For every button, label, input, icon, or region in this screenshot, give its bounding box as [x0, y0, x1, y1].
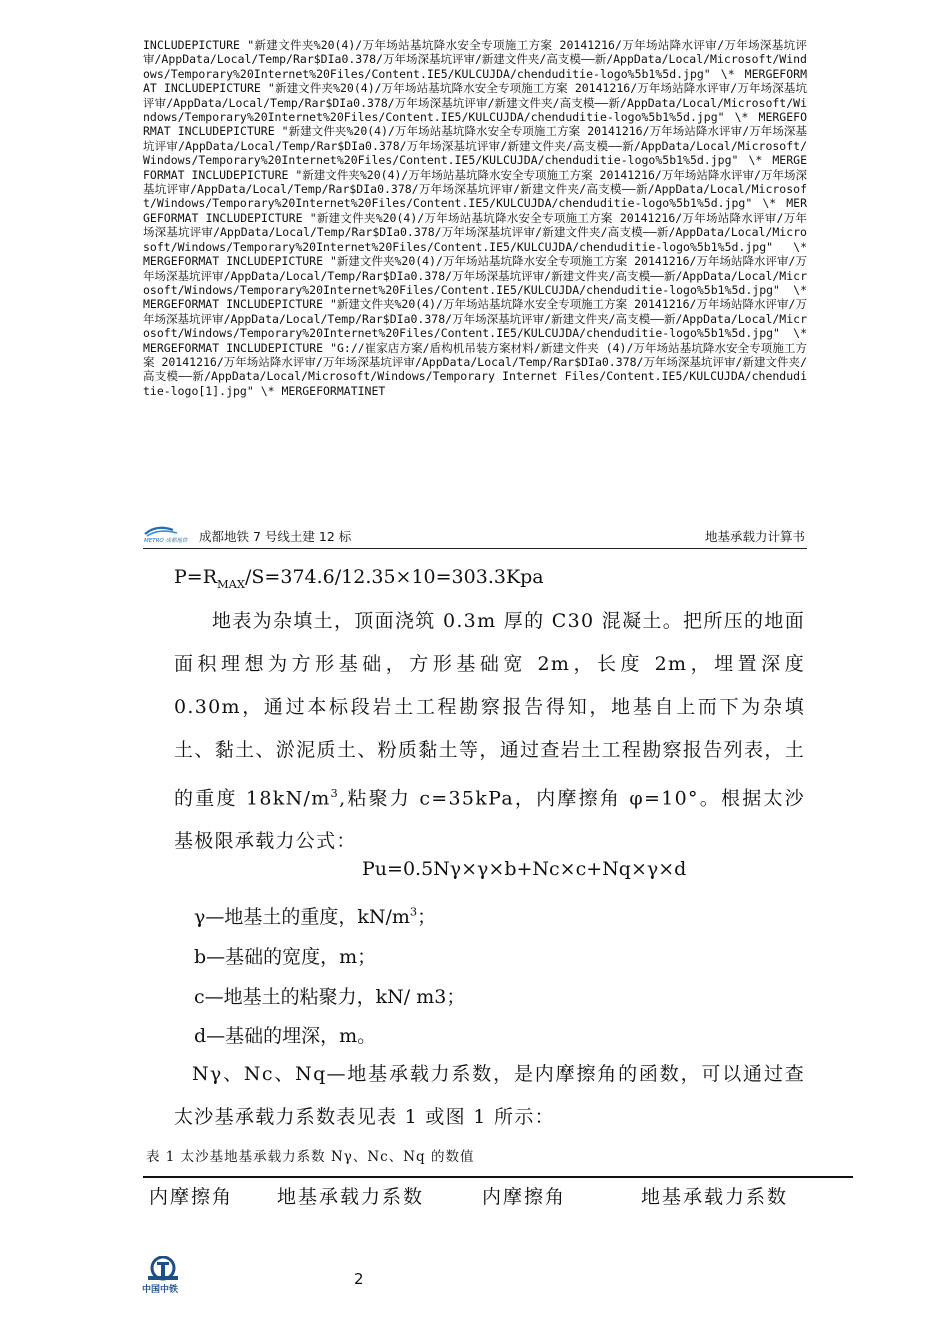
definition-c: c—地基土的粘聚力，kN/ m3；: [194, 986, 466, 1008]
pressure-formula: $P=R_{MAX}/S=374.6/12.35\times 10=303.3Kpa$: [174, 566, 544, 591]
table-header-coefficient-1: 地基承载力系数: [277, 1186, 425, 1208]
table-header-coefficient-2: 地基承载力系数: [641, 1186, 789, 1208]
definition-b: b—基础的宽度，m；: [194, 946, 377, 968]
definition-d: d—基础的埋深，m。: [194, 1025, 377, 1047]
terzaghi-formula: Pu=0.5Nγ×γ×b+Nc×c+Nq×γ×d: [362, 858, 687, 880]
table-header-friction-angle-1: 内摩擦角: [149, 1186, 234, 1208]
crcc-logo-label: 中国中铁: [142, 1285, 179, 1295]
svg-text:METRO 成都地铁: METRO 成都地铁: [144, 538, 188, 544]
field-code-text: INCLUDEPICTURE "新建文件夹%20(4)/万年场站基坑降水安全专项施工方案 20141216/万年场站降水评审/万年场深基坑评审/AppData/Local/Temp/Rar$DIa0.378/万年场深基坑评审/新建文件夹/高支模——新/AppData/Local/Microsoft/Windows/Temporary%20Internet%20Files/Content.IE5/KULCUJDA/chenduditie-logo%5b1%5d.jpg" \* MERGEFORMAT INCLUDEPICTURE "新建文件夹%20(4)/万年场站基坑降水安全专项施工方案 20141216/万年场站降水评审/万年场深基坑评审/AppData/Local/Temp/Rar$DIa0.378/万年场深基坑评审/新建文件夹/高支模——新/AppData/Local/Microsoft/Windows/Temporary%20Internet%20Files/Content.IE5/KULCUJDA/chenduditie-logo%5b1%5d.jpg" \* MERGEFORMAT INCLUDEPICTURE "新建文件夹%20(4)/万年场站基坑降水安全专项施工方案 20141216/万年场站降水评审/万年场深基坑评审/AppData/Local/Temp/Rar$DIa0.378/万年场深基坑评审/新建文件夹/高支模——新/AppData/Local/Microsoft/Windows/Temporary%20Internet%20Files/Content.IE5/KULCUJDA/chenduditie-logo%5b1%5d.jpg" \* MERGEFORMAT INCLUDEPICTURE "新建文件夹%20(4)/万年场站基坑降水安全专项施工方案 20141216/万年场站降水评审/万年场深基坑评审/AppData/Local/Temp/Rar$DIa0.378/万年场深基坑评审/新建文件夹/高支模——新/AppData/Local/Microsoft/Windows/Temporary%20Internet%20Files/Content.IE5/KULCUJDA/chenduditie-logo%5b1%5d.jpg" \* MERGEFORMAT INCLUDEPICTURE "新建文件夹%20(4)/万年场站基坑降水安全专项施工方案 20141216/万年场站降水评审/万年场深基坑评审/AppData/Local/Temp/Rar$DIa0.378/万年场深基坑评审/新建文件夹/高支模——新/AppData/Local/Microsoft/Windows/Temporary%20Internet%20Files/Content.IE5/KULCUJDA/chenduditie-logo%5b1%5d.jpg" \* MERGEFORMAT INCLUDEPICTURE "新建文件夹%20(4)/万年场站基坑降水安全专项施工方案 20141216/万年场站降水评审/万年场深基坑评审/AppData/Local/Temp/Rar$DIa0.378/万年场深基坑评审/新建文件夹/高支模——新/AppData/Local/Microsoft/Windows/Temporary%20Internet%20Files/Content.IE5/KULCUJDA/chenduditie-logo%5b1%5d.jpg" \* MERGEFORMAT INCLUDEPICTURE "新建文件夹%20(4)/万年场站基坑降水安全专项施工方案 20141216/万年场站降水评审/万年场深基坑评审/AppData/Local/Temp/Rar$DIa0.378/万年场深基坑评审/新建文件夹/高支模——新/AppData/Local/Microsoft/Windows/Temporary%20Internet%20Files/Content.IE5/KULCUJDA/chenduditie-logo%5b1%5d.jpg" \* MERGEFORMAT INCLUDEPICTURE "G://崔家店方案/盾构机吊装方案材料/新建文件夹 (4)/万年场站基坑降水安全专项施工方案 20141216/万年场站降水评审/万年场深基坑评审/AppData/Local/Temp/Rar$DIa0.378/万年场深基坑评审/新建文件夹/高支模——新/AppData/Local/Microsoft/Windows/Temporary Internet Files/Content.IE5/KULCUJDA/chenduditie-logo[1].jpg" \* MERGEFORMATINET: [143, 38, 807, 398]
metro-logo-icon: [143, 524, 197, 544]
table-header-friction-angle-2: 内摩擦角: [482, 1186, 567, 1208]
coefficient-paragraph: Nγ、Nc、Nq—地基承载力系数，是内摩擦角的函数，可以通过查太沙基承载力系数表见表 1 或图 1 所示：: [174, 1063, 805, 1128]
soil-description-paragraph: 地表为杂填土，顶面浇筑 0.3m 厚的 C30 混凝土。把所压的地面面积理想为方形基础，方形基础宽 2m，长度 2m，埋置深度 0.30m，通过本标段岩土工程勘察报告得知，地基自上而下为杂填土、黏土、淤泥质土、粉质黏土等，通过查岩土工程勘察报告列表，土的重度 $18kN/m^3$,粘聚力 c=35kPa，内摩擦角 φ=10°。根据太沙基极限承载力公式：: [174, 610, 805, 853]
definition-gamma: γ—地基土的重度，$kN/m^3$；: [194, 904, 437, 928]
page-header: [143, 524, 807, 549]
page-number: 2: [354, 1270, 364, 1288]
table-top-rule: [143, 1176, 853, 1178]
header-document-title: 地基承载力计算书: [704, 529, 805, 544]
crcc-logo-icon: [140, 1256, 186, 1302]
header-project-title: 成都地铁 7 号线土建 12 标: [199, 529, 352, 544]
table-caption: 表 1 太沙基地基承载力系数 Nγ、Nc、Nq 的数值: [146, 1149, 475, 1165]
